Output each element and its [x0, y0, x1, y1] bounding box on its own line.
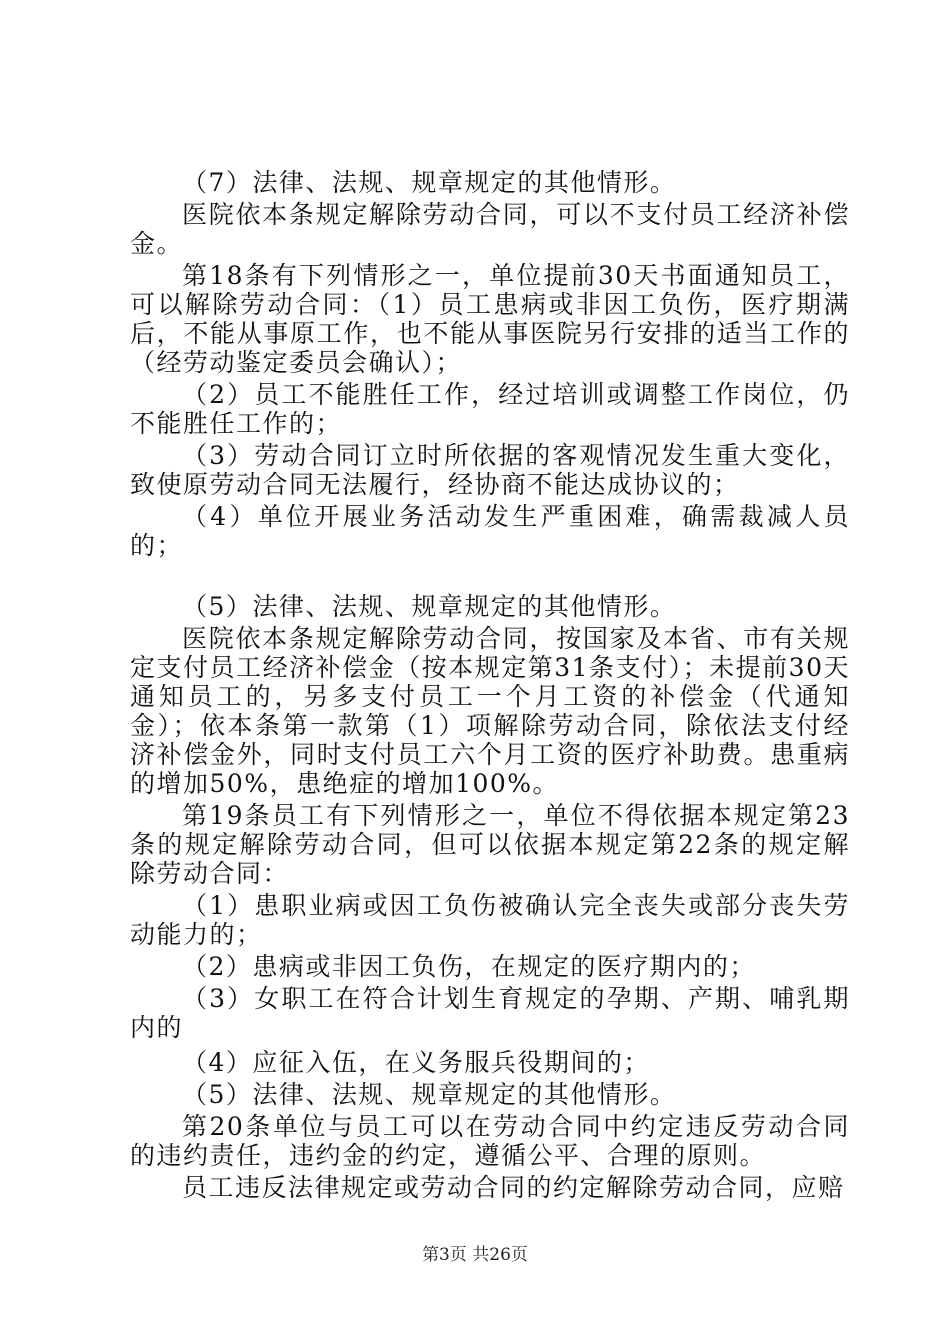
paragraph: 医院依本条规定解除劳动合同，可以不支付员工经济补偿金。 [130, 200, 850, 258]
paragraph: （3）劳动合同订立时所依据的客观情况发生重大变化，致使原劳动合同无法履行，经协商不能达成协议的； [130, 441, 850, 499]
paragraph: （2）患病或非因工负伤，在规定的医疗期内的； [182, 952, 756, 981]
blank-line [130, 560, 850, 589]
paragraph: （7）法律、法规、规章规定的其他情形。 [182, 168, 677, 197]
paragraph: 第18条有下列情形之一，单位提前30天书面通知员工，可以解除劳动合同：（1）员工患病或非因工负伤，医疗期满后，不能从事原工作，也不能从事医院另行安排的适当工作的（经劳动鉴定委员会确认）； [130, 261, 850, 377]
document-body [130, 168, 850, 1202]
paragraph: （3）女职工在符合计划生育规定的孕期、产期、哺乳期内的 [130, 984, 850, 1042]
paragraph: （5）法律、法规、规章规定的其他情形。 [182, 592, 677, 621]
paragraph: 医院依本条规定解除劳动合同，按国家及本省、市有关规定支付员工经济补偿金（按本规定第31条支付）；未提前30天通知员工的，另多支付员工一个月工资的补偿金（代通知金）；依本条第一款第（1）项解除劳动合同，除依法支付经济补偿金外，同时支付员工六个月工资的医疗补助费。患重病的增加50%，患绝症的增加100%。 [130, 624, 850, 798]
page-footer: 第3页 共26页 [422, 1245, 528, 1265]
paragraph: （5）法律、法规、规章规定的其他情形。 [182, 1080, 677, 1109]
paragraph: （1）患职业病或因工负伤被确认完全丧失或部分丧失劳动能力的； [130, 891, 850, 949]
paragraph: （4）应征入伍，在义务服兵役期间的； [182, 1048, 650, 1077]
paragraph: 第19条员工有下列情形之一，单位不得依据本规定第23条的规定解除劳动合同，但可以依据本规定第22条的规定解除劳动合同： [130, 801, 850, 888]
paragraph: （2）员工不能胜任工作，经过培训或调整工作岗位，仍不能胜任工作的； [130, 380, 850, 438]
paragraph: 员工违反法律规定或劳动合同的约定解除劳动合同，应赔 [182, 1173, 845, 1202]
paragraph: （4）单位开展业务活动发生严重困难，确需裁减人员的； [130, 502, 850, 560]
paragraph: 第20条单位与员工可以在劳动合同中约定违反劳动合同的违约责任，违约金的约定，遵循公平、合理的原则。 [130, 1112, 850, 1170]
